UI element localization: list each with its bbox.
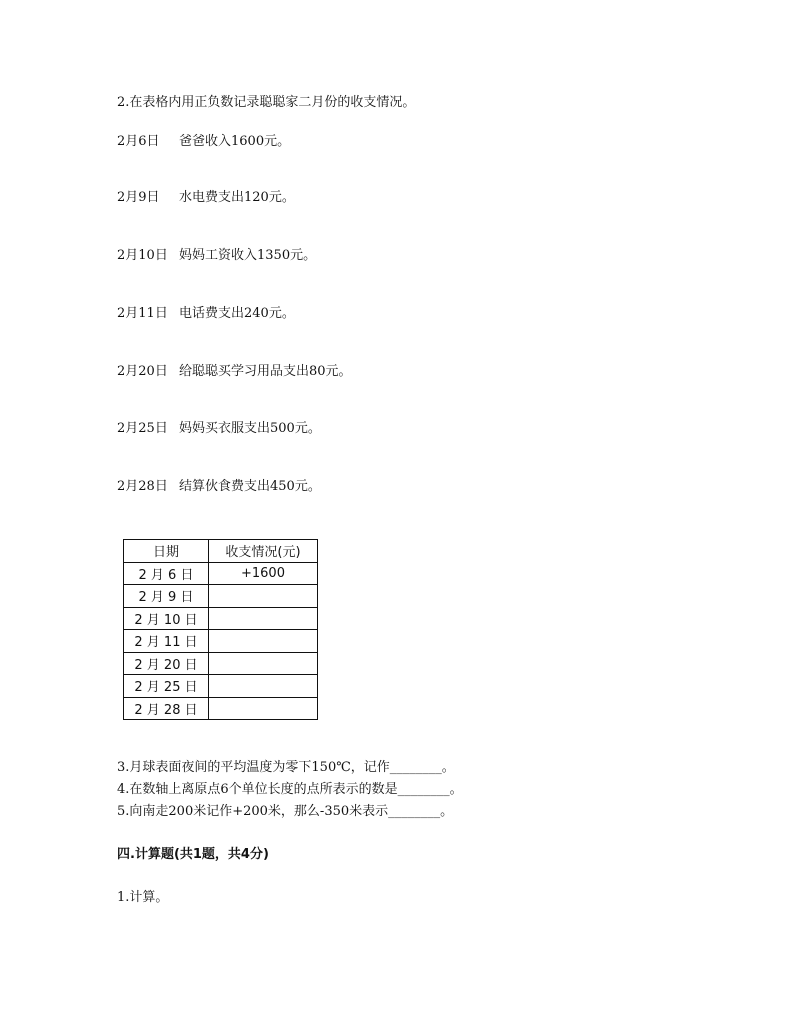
question-4: 4.在数轴上离原点6个单位长度的点所表示的数是________。 [117,782,463,797]
header-amount: 收支情况(元) [209,540,318,563]
row-value[interactable] [209,630,318,653]
entry-3 [117,247,316,265]
entry-2 [117,189,295,207]
table-row [124,585,318,608]
section-4-question-1: 1.计算。 [117,890,169,905]
row-date: 2 月 20 日 [124,652,209,675]
entry-6 [117,420,321,438]
entry-date: 2月28日 [117,479,168,494]
entry-desc: 给聪聪买学习用品支出80元。 [179,364,352,379]
table-row [124,675,318,698]
entry-5 [117,363,352,381]
row-value[interactable] [209,607,318,630]
question-3: 3.月球表面夜间的平均温度为零下150℃，记作________。 [117,760,455,775]
entry-desc: 电话费支出240元。 [179,306,295,321]
entry-desc: 结算伙食费支出450元。 [179,479,321,494]
entry-desc: 妈妈买衣服支出500元。 [179,421,321,436]
entry-1 [117,133,290,151]
row-value[interactable] [209,675,318,698]
entry-date: 2月20日 [117,364,168,379]
row-date: 2 月 6 日 [124,562,209,585]
row-date: 2 月 25 日 [124,675,209,698]
entry-desc: 妈妈工资收入1350元。 [179,248,317,263]
table-header-row [124,540,318,563]
row-date: 2 月 10 日 [124,607,209,630]
entry-7 [117,478,321,496]
entry-date: 2月9日 [117,190,160,205]
entry-date: 2月11日 [117,306,168,321]
table-row [124,607,318,630]
income-expense-table [123,539,318,720]
row-date: 2 月 9 日 [124,585,209,608]
entry-date: 2月6日 [117,134,160,149]
row-date: 2 月 28 日 [124,697,209,720]
row-value[interactable] [209,652,318,675]
entry-desc: 爸爸收入1600元。 [179,134,291,149]
row-value[interactable] [209,697,318,720]
row-value[interactable] [209,585,318,608]
table-row [124,562,318,585]
section-4-heading: 四.计算题(共1题，共4分) [117,847,269,862]
entry-date: 2月25日 [117,421,168,436]
table-row [124,652,318,675]
entry-4 [117,305,295,323]
table-row [124,697,318,720]
entry-date: 2月10日 [117,248,168,263]
row-date: 2 月 11 日 [124,630,209,653]
header-date: 日期 [124,540,209,563]
question-5: 5.向南走200米记作+200米，那么-350米表示________。 [117,804,454,819]
table-row [124,630,318,653]
question-2-title: 2.在表格内用正负数记录聪聪家二月份的收支情况。 [117,95,416,110]
row-value[interactable]: +1600 [209,562,318,585]
entry-desc: 水电费支出120元。 [179,190,295,205]
